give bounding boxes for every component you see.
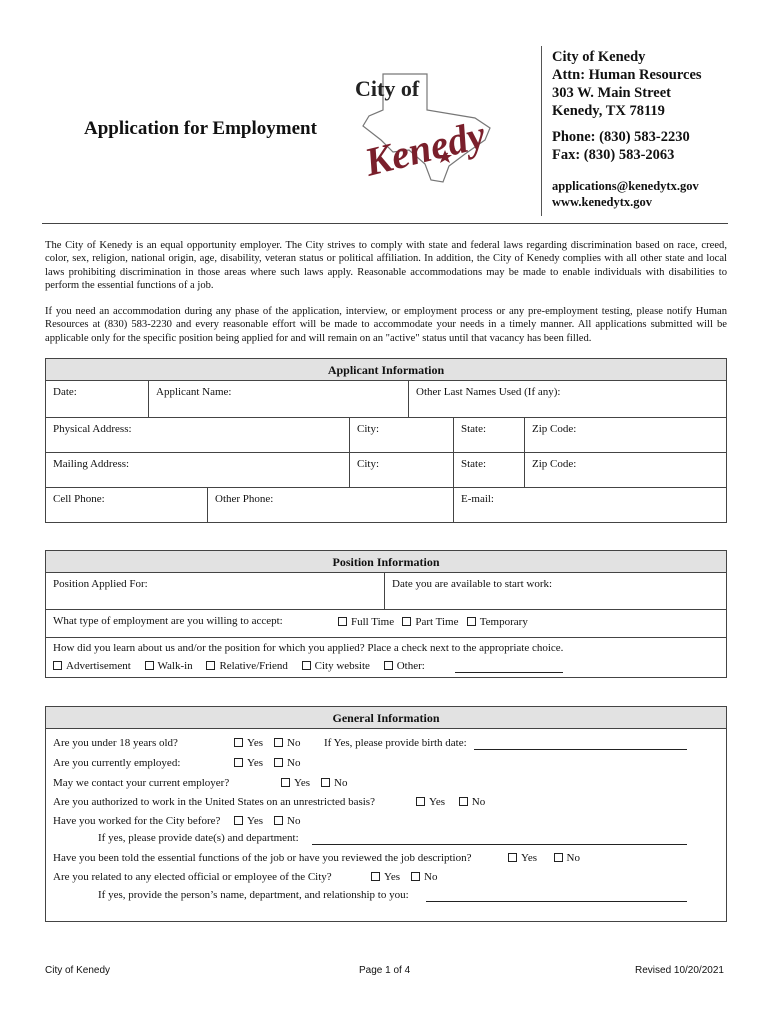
position-applied-for-label: Position Applied For:: [53, 578, 148, 590]
section-heading: Position Information: [46, 551, 726, 573]
mailing-address-label: Mailing Address:: [53, 458, 130, 470]
advertisement-checkbox[interactable]: Advertisement: [53, 660, 131, 672]
contact-employer-yes-checkbox[interactable]: Yes: [281, 777, 310, 789]
header-divider: [42, 223, 728, 224]
birth-date-input[interactable]: [474, 749, 687, 750]
svg-text:Kenedy: Kenedy: [360, 111, 490, 185]
position-information-section: [45, 550, 727, 678]
footer-page-number: Page 1 of 4: [359, 965, 411, 976]
city-logo: [345, 66, 505, 186]
position-applied-for-field[interactable]: [46, 573, 384, 609]
currently-employed-question: Are you currently employed:: [53, 757, 181, 769]
texas-map-icon: [345, 66, 505, 186]
contact-website: www.kenedytx.gov: [552, 195, 653, 209]
mailing-zip-field[interactable]: [524, 453, 726, 487]
referral-source-question: How did you learn about us and/or the position for which you applied? Place a check next to the appropriate choice.: [53, 642, 564, 654]
walk-in-checkbox[interactable]: Walk-in: [145, 660, 193, 672]
city-label: City:: [357, 423, 380, 435]
employed-yes-checkbox[interactable]: Yes: [234, 757, 263, 769]
authorized-yes-checkbox[interactable]: Yes: [416, 796, 445, 808]
physical-state-field[interactable]: [453, 418, 524, 452]
svg-text:City of: City of: [355, 76, 420, 101]
state-label: State:: [461, 458, 487, 470]
zip-label: Zip Code:: [532, 458, 577, 470]
contact-city-name: City of Kenedy: [552, 49, 646, 65]
physical-city-field[interactable]: [349, 418, 453, 452]
under-18-question: Are you under 18 years old?: [53, 737, 178, 749]
relationship-input[interactable]: [426, 901, 687, 902]
start-date-label: Date you are available to start work:: [392, 578, 553, 590]
contact-attn: Attn: Human Resources: [552, 67, 702, 83]
worked-before-yes-checkbox[interactable]: Yes: [234, 815, 263, 827]
work-authorization-question: Are you authorized to work in the United States on an unrestricted basis?: [53, 796, 375, 808]
related-no-checkbox[interactable]: No: [411, 871, 437, 883]
essential-functions-question: Have you been told the essential functions of the job or have you reviewed the job description?: [53, 852, 472, 864]
email-field[interactable]: [453, 488, 726, 522]
footer-city-name: City of Kenedy: [45, 965, 111, 976]
contact-employer-no-checkbox[interactable]: No: [321, 777, 347, 789]
worked-dates-label: If yes, please provide date(s) and department:: [98, 832, 299, 844]
essential-yes-checkbox[interactable]: Yes: [508, 852, 537, 864]
contact-street: 303 W. Main Street: [552, 85, 671, 101]
section-heading: General Information: [46, 707, 726, 729]
employment-type-question: What type of employment are you willing to accept:: [53, 615, 283, 627]
contact-block: [541, 46, 751, 216]
cell-phone-label: Cell Phone:: [53, 493, 105, 505]
other-phone-field[interactable]: [207, 488, 453, 522]
full-time-checkbox[interactable]: Full Time: [338, 616, 394, 628]
city-website-checkbox[interactable]: City website: [302, 660, 370, 672]
state-label: State:: [461, 423, 487, 435]
general-information-section: [45, 706, 727, 922]
other-phone-label: Other Phone:: [215, 493, 274, 505]
email-label: E-mail:: [461, 493, 494, 505]
other-source-checkbox[interactable]: Other:: [384, 660, 425, 672]
related-official-question: Are you related to any elected official or employee of the City?: [53, 871, 332, 883]
page-title: Application for Employment: [84, 118, 317, 139]
relationship-label: If yes, provide the person’s name, department, and relationship to you:: [98, 889, 409, 901]
physical-address-label: Physical Address:: [53, 423, 132, 435]
mailing-address-field[interactable]: [46, 453, 349, 487]
part-time-checkbox[interactable]: Part Time: [402, 616, 458, 628]
contact-city-state: Kenedy, TX 78119: [552, 103, 665, 119]
worked-before-question: Have you worked for the City before?: [53, 815, 221, 827]
date-field[interactable]: [46, 381, 148, 417]
contact-email: applications@kenedytx.gov: [552, 179, 699, 193]
related-yes-checkbox[interactable]: Yes: [371, 871, 400, 883]
worked-dates-input[interactable]: [312, 844, 687, 845]
applicant-information-section: [45, 358, 727, 523]
section-heading: Applicant Information: [46, 359, 726, 381]
zip-label: Zip Code:: [532, 423, 577, 435]
eeo-statement: The City of Kenedy is an equal opportunity employer. The City strives to comply with state and federal laws regarding discrimination based on race, creed, color, sex, religion, national origin, age, disability, veteran status or political affiliation. In addition, the City of Kenedy complies with all other state and local laws prohibiting discrimination in those areas where such laws apply. Reasonable accommodations may be made to enable individuals with disabilities to perform the essential functions of a job.: [45, 240, 727, 292]
authorized-no-checkbox[interactable]: No: [459, 796, 485, 808]
mailing-city-field[interactable]: [349, 453, 453, 487]
footer-revision-date: Revised 10/20/2021: [635, 965, 724, 976]
contact-employer-question: May we contact your current employer?: [53, 777, 230, 789]
accommodation-statement: If you need an accommodation during any phase of the application, interview, or employment process or any pre-employment testing, please notify Human Resources at (830) 583-2230 and every reasonable effort will be made to accommodate your needs in a timely manner. All applications submitted will be applicable only for the specific position being applied for and will remain on an "active" status until that vacancy has been filled.: [45, 306, 727, 344]
other-last-names-label: Other Last Names Used (If any):: [416, 386, 561, 398]
worked-before-no-checkbox[interactable]: No: [274, 815, 300, 827]
contact-fax: Fax: (830) 583-2063: [552, 147, 675, 163]
essential-no-checkbox[interactable]: No: [554, 852, 580, 864]
mailing-state-field[interactable]: [453, 453, 524, 487]
under-18-no-checkbox[interactable]: No: [274, 737, 300, 749]
under-18-yes-checkbox[interactable]: Yes: [234, 737, 263, 749]
applicant-name-field[interactable]: [148, 381, 408, 417]
relative-friend-checkbox[interactable]: Relative/Friend: [206, 660, 287, 672]
start-date-field[interactable]: [384, 573, 726, 609]
applicant-name-label: Applicant Name:: [156, 386, 232, 398]
other-last-names-field[interactable]: [408, 381, 726, 417]
physical-zip-field[interactable]: [524, 418, 726, 452]
city-label: City:: [357, 458, 380, 470]
temporary-checkbox[interactable]: Temporary: [467, 616, 528, 628]
physical-address-field[interactable]: [46, 418, 349, 452]
cell-phone-field[interactable]: [46, 488, 207, 522]
employed-no-checkbox[interactable]: No: [274, 757, 300, 769]
other-source-input[interactable]: [455, 672, 563, 673]
birth-date-label: If Yes, please provide birth date:: [324, 737, 467, 749]
contact-phone: Phone: (830) 583-2230: [552, 129, 690, 145]
date-label: Date:: [53, 386, 77, 398]
